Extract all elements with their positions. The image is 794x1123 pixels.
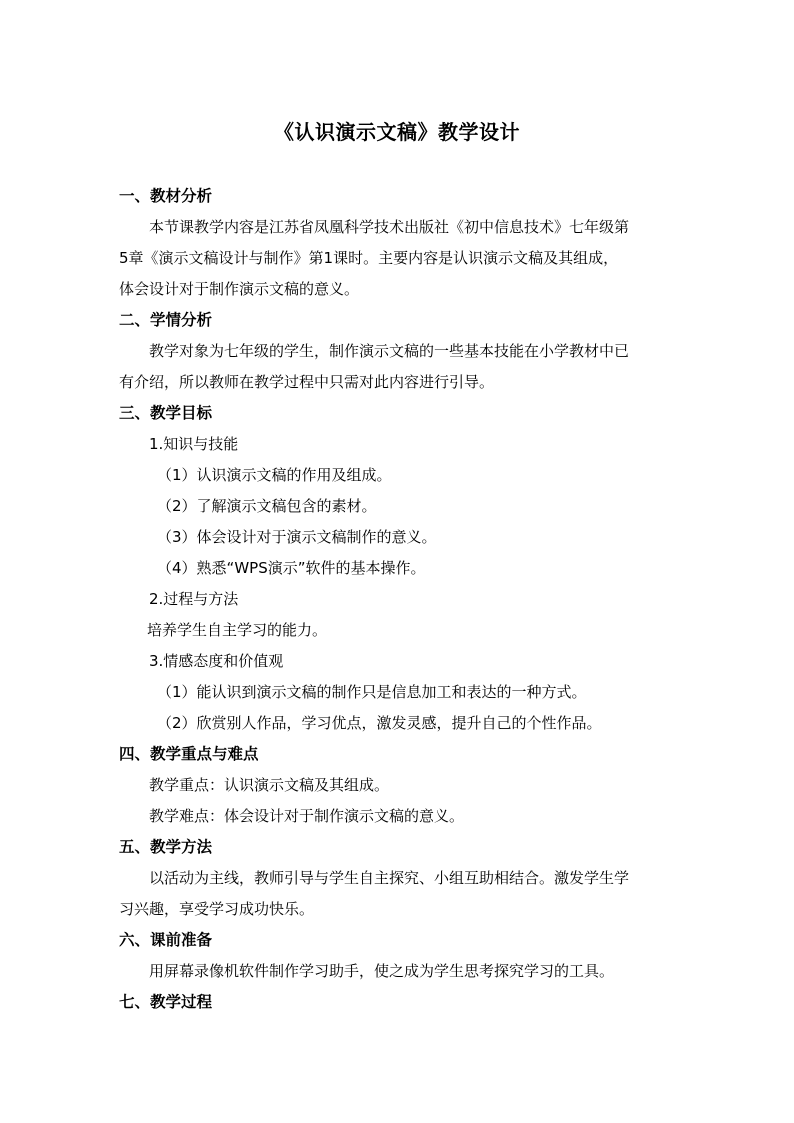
- list-item: （1）能认识到演示文稿的制作只是信息加工和表达的一种方式。: [157, 683, 587, 701]
- list-item: （3）体会设计对于演示文稿制作的意义。: [157, 528, 437, 546]
- section-heading-4: 四、教学重点与难点: [119, 745, 259, 763]
- section-heading-1: 一、教材分析: [119, 187, 213, 205]
- subheading: 1.知识与技能: [149, 435, 239, 453]
- paragraph-line: 培养学生自主学习的能力。: [147, 621, 328, 639]
- section-heading-2: 二、学情分析: [119, 311, 213, 329]
- list-item: （2）了解演示文稿包含的素材。: [157, 497, 377, 515]
- paragraph-line: 习兴趣，享受学习成功快乐。: [119, 900, 315, 918]
- subheading: 2.过程与方法: [149, 590, 239, 608]
- list-item: （1）认识演示文稿的作用及组成。: [157, 466, 392, 484]
- paragraph-line: 本节课教学内容是江苏省凤凰科学技术出版社《初中信息技术》七年级第: [149, 218, 630, 236]
- section-heading-6: 六、课前准备: [119, 931, 213, 949]
- paragraph-line: 教学重点：认识演示文稿及其组成。: [149, 776, 390, 794]
- paragraph-line: 教学难点：体会设计对于制作演示文稿的意义。: [149, 807, 465, 825]
- paragraph-line: 用屏幕录像机软件制作学习助手，使之成为学生思考探究学习的工具。: [149, 962, 615, 980]
- list-item: （4）熟悉“WPS演示”软件的基本操作。: [157, 559, 426, 577]
- subheading: 3.情感态度和价值观: [149, 652, 284, 670]
- list-item: （2）欣赏别人作品，学习优点，激发灵感，提升自己的个性作品。: [157, 714, 602, 732]
- section-heading-5: 五、教学方法: [119, 838, 213, 856]
- section-heading-7: 七、教学过程: [119, 993, 213, 1011]
- section-heading-3: 三、教学目标: [119, 404, 213, 422]
- document-title: 《认识演示文稿》教学设计: [274, 120, 520, 144]
- paragraph-line: 以活动为主线，教师引导与学生自主探究、小组互助相结合。激发学生学: [149, 869, 630, 887]
- paragraph-line: 有介绍，所以教师在教学过程中只需对此内容进行引导。: [119, 373, 495, 391]
- paragraph-line: 体会设计对于制作演示文稿的意义。: [119, 280, 360, 298]
- paragraph-line: 教学对象为七年级的学生，制作演示文稿的一些基本技能在小学教材中已: [149, 342, 630, 360]
- paragraph-line: 5章《演示文稿设计与制作》第1课时。主要内容是认识演示文稿及其组成，: [119, 249, 619, 267]
